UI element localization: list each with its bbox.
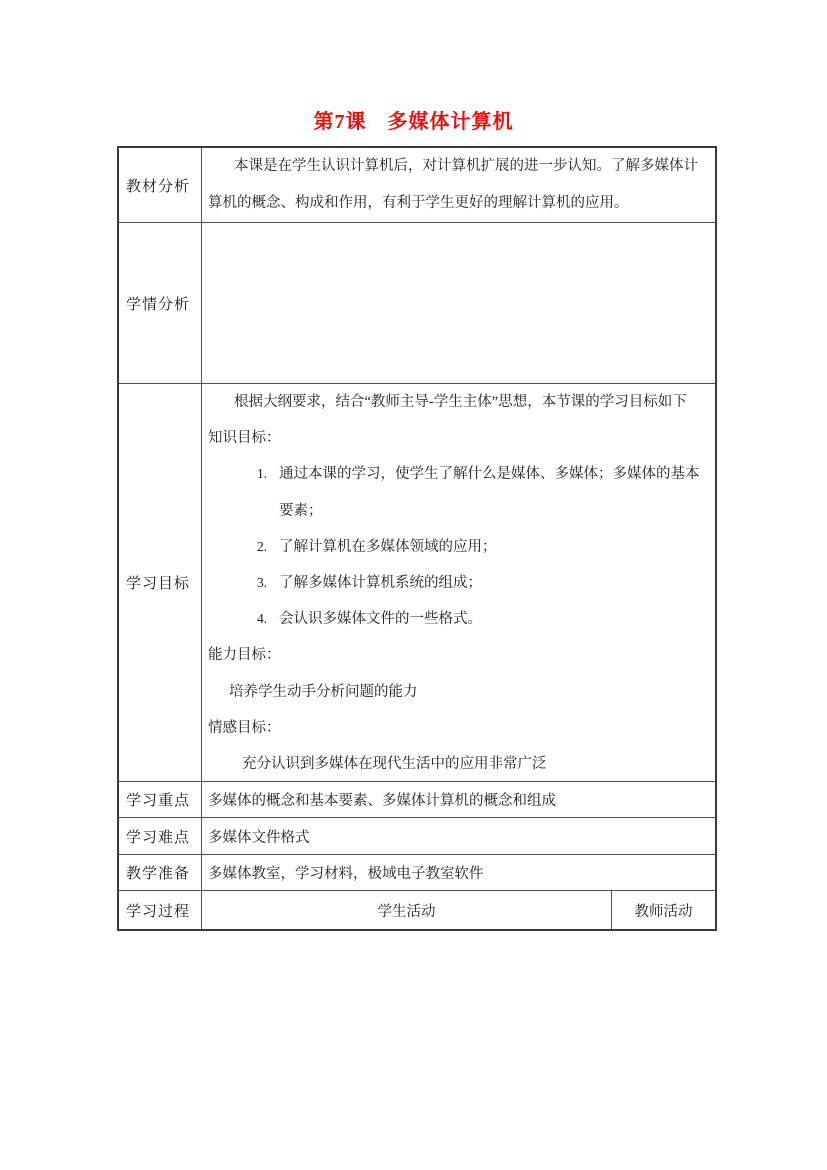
label-learner-analysis: 学情分析 — [119, 223, 202, 383]
content-learning-objectives — [202, 384, 715, 781]
page-title: 第7课 多媒体计算机 — [313, 111, 514, 133]
row-textbook-analysis — [119, 148, 715, 222]
label-learning-process: 学习过程 — [119, 891, 202, 929]
label-learning-difficulty: 学习难点 — [119, 818, 202, 854]
item-2-number: 2. — [257, 538, 268, 554]
textbook-analysis-text: 本课是在学生认识计算机后，对计算机扩展的进一步认知。了解多媒体计算机的概念、构成和作用，有利于学生更好的理解计算机的应用。 — [208, 158, 698, 211]
content-learning-focus — [202, 782, 715, 817]
objectives-intro: 根据大纲要求，结合“教师主导-学生主体”思想，本节课的学习目标如下 — [234, 394, 687, 410]
row-learning-objectives — [119, 383, 715, 781]
objectives-ability-text: 培养学生动手分析问题的能力 — [229, 683, 418, 700]
content-textbook-analysis — [202, 148, 715, 222]
label-teaching-preparation: 教学准备 — [119, 855, 202, 890]
learning-focus-text: 多媒体的概念和基本要素、多媒体计算机的概念和组成 — [208, 793, 556, 809]
label-textbook-analysis: 教材分析 — [119, 148, 202, 222]
row-learning-focus — [119, 781, 715, 817]
label-learning-objectives: 学习目标 — [119, 384, 202, 781]
objectives-item-3 — [208, 565, 707, 601]
objectives-item-2 — [208, 529, 707, 565]
teacher-activity-header: 教师活动 — [611, 891, 715, 929]
content-learner-analysis — [202, 223, 715, 383]
lesson-plan-table — [117, 146, 717, 931]
item-3-number: 3. — [257, 575, 268, 591]
objectives-item-1 — [208, 456, 707, 528]
objectives-item-4 — [208, 601, 707, 637]
objectives-ability-heading: 能力目标： — [208, 647, 281, 664]
item-4-number: 4. — [257, 611, 268, 627]
learning-difficulty-text: 多媒体文件格式 — [208, 829, 310, 846]
content-teaching-preparation — [202, 855, 715, 890]
content-learning-process — [202, 891, 715, 929]
label-learning-focus: 学习重点 — [119, 782, 202, 817]
objectives-emotion-heading: 情感目标： — [208, 719, 281, 736]
item-1-number: 1. — [257, 466, 268, 482]
item-3-text: 了解多媒体计算机系统的组成； — [279, 575, 482, 592]
row-learner-analysis — [119, 222, 715, 383]
row-learning-difficulty — [119, 817, 715, 854]
objectives-emotion-text: 充分认识到多媒体在现代生活中的应用非常广泛 — [242, 756, 547, 773]
teaching-preparation-text: 多媒体教室，学习材料，极域电子教室软件 — [208, 866, 484, 882]
item-2-text: 了解计算机在多媒体领域的应用； — [279, 538, 497, 555]
item-1-text: 通过本课的学习，使学生了解什么是媒体、多媒体；多媒体的基本要素； — [279, 466, 700, 519]
row-teaching-preparation — [119, 854, 715, 890]
row-learning-process — [119, 890, 715, 929]
content-learning-difficulty — [202, 818, 715, 854]
student-activity-header: 学生活动 — [377, 903, 436, 920]
item-4-text: 会认识多媒体文件的一些格式。 — [279, 611, 482, 628]
objectives-knowledge-heading: 知识目标： — [208, 430, 281, 447]
